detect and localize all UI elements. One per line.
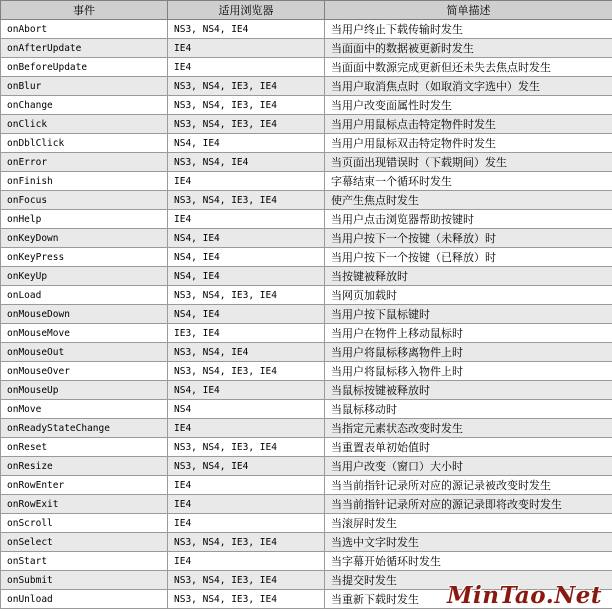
event-name-cell: onMouseUp — [1, 381, 168, 400]
header-browsers: 适用浏览器 — [168, 1, 325, 20]
browser-support-cell: IE4 — [168, 514, 325, 533]
event-name-cell: onMove — [1, 400, 168, 419]
table-row — [1, 552, 612, 571]
table-row — [1, 533, 612, 552]
event-name-cell: onBeforeUpdate — [1, 58, 168, 77]
event-name-cell: onMouseDown — [1, 305, 168, 324]
event-name-cell: onDblClick — [1, 134, 168, 153]
browser-support-cell: IE4 — [168, 419, 325, 438]
table-row — [1, 267, 612, 286]
table-row — [1, 115, 612, 134]
description-cell: 当网页加载时 — [325, 286, 612, 305]
browser-support-cell: NS3, NS4, IE3, IE4 — [168, 571, 325, 590]
description-cell: 当指定元素状态改变时发生 — [325, 419, 612, 438]
table-row — [1, 58, 612, 77]
event-name-cell: onRowEnter — [1, 476, 168, 495]
table-row — [1, 77, 612, 96]
table-row — [1, 495, 612, 514]
table-row — [1, 476, 612, 495]
table-row — [1, 438, 612, 457]
event-name-cell: onResize — [1, 457, 168, 476]
browser-support-cell: NS4 — [168, 400, 325, 419]
browser-support-cell: IE4 — [168, 495, 325, 514]
browser-support-cell: NS3, NS4, IE3, IE4 — [168, 286, 325, 305]
description-cell: 当重新下载时发生 — [325, 590, 612, 609]
description-cell: 当鼠标移动时 — [325, 400, 612, 419]
table-row — [1, 210, 612, 229]
browser-support-cell: NS3, NS4, IE3, IE4 — [168, 362, 325, 381]
event-name-cell: onBlur — [1, 77, 168, 96]
browser-support-cell: NS3, NS4, IE4 — [168, 153, 325, 172]
event-name-cell: onReset — [1, 438, 168, 457]
table-row — [1, 191, 612, 210]
table-row — [1, 96, 612, 115]
event-name-cell: onMouseOut — [1, 343, 168, 362]
event-name-cell: onKeyDown — [1, 229, 168, 248]
description-cell: 当用户改变面属性时发生 — [325, 96, 612, 115]
table-row — [1, 400, 612, 419]
browser-support-cell: NS4, IE4 — [168, 267, 325, 286]
header-event: 事件 — [1, 1, 168, 20]
description-cell: 当用户用鼠标双击特定物件时发生 — [325, 134, 612, 153]
description-cell: 当用户将鼠标移入物件上时 — [325, 362, 612, 381]
table-row — [1, 419, 612, 438]
event-name-cell: onAfterUpdate — [1, 39, 168, 58]
browser-support-cell: NS3, NS4, IE4 — [168, 343, 325, 362]
description-cell: 当用户终止下载传输时发生 — [325, 20, 612, 39]
browser-support-cell: NS3, NS4, IE4 — [168, 20, 325, 39]
header-description: 简单描述 — [325, 1, 612, 20]
browser-support-cell: NS4, IE4 — [168, 229, 325, 248]
table-row — [1, 286, 612, 305]
description-cell: 当用户按下鼠标键时 — [325, 305, 612, 324]
description-cell: 当面面中的数据被更新时发生 — [325, 39, 612, 58]
event-name-cell: onRowExit — [1, 495, 168, 514]
table-row — [1, 134, 612, 153]
description-cell: 当滚屏时发生 — [325, 514, 612, 533]
browser-support-cell: IE4 — [168, 58, 325, 77]
browser-support-cell: IE4 — [168, 552, 325, 571]
table-row — [1, 343, 612, 362]
description-cell: 当重置表单初始值时 — [325, 438, 612, 457]
event-name-cell: onAbort — [1, 20, 168, 39]
browser-support-cell: NS4, IE4 — [168, 134, 325, 153]
event-name-cell: onKeyUp — [1, 267, 168, 286]
description-cell: 当当前指针记录所对应的源记录被改变时发生 — [325, 476, 612, 495]
event-name-cell: onFocus — [1, 191, 168, 210]
browser-support-cell: IE3, IE4 — [168, 324, 325, 343]
event-name-cell: onMouseOver — [1, 362, 168, 381]
browser-support-cell: NS3, NS4, IE4 — [168, 457, 325, 476]
table-row — [1, 153, 612, 172]
browser-support-cell: NS4, IE4 — [168, 305, 325, 324]
description-cell: 当选中文字时发生 — [325, 533, 612, 552]
description-cell: 当用户在物件上移动鼠标时 — [325, 324, 612, 343]
browser-support-cell: IE4 — [168, 172, 325, 191]
table-row — [1, 457, 612, 476]
event-name-cell: onKeyPress — [1, 248, 168, 267]
table-row — [1, 324, 612, 343]
browser-support-cell: NS3, NS4, IE3, IE4 — [168, 533, 325, 552]
event-name-cell: onStart — [1, 552, 168, 571]
event-name-cell: onLoad — [1, 286, 168, 305]
table-row — [1, 248, 612, 267]
browser-support-cell: NS3, NS4, IE3, IE4 — [168, 438, 325, 457]
description-cell: 当鼠标按键被释放时 — [325, 381, 612, 400]
table-row — [1, 20, 612, 39]
browser-support-cell: IE4 — [168, 39, 325, 58]
description-cell: 当当前指针记录所对应的源记录即将改变时发生 — [325, 495, 612, 514]
event-name-cell: onSelect — [1, 533, 168, 552]
description-cell: 当用户按下一个按键（未释放）时 — [325, 229, 612, 248]
browser-support-cell: NS3, NS4, IE3, IE4 — [168, 191, 325, 210]
table-row — [1, 229, 612, 248]
browser-support-cell: IE4 — [168, 210, 325, 229]
table-row — [1, 305, 612, 324]
event-name-cell: onMouseMove — [1, 324, 168, 343]
browser-support-cell: NS3, NS4, IE3, IE4 — [168, 115, 325, 134]
event-name-cell: onReadyStateChange — [1, 419, 168, 438]
table-header-row — [1, 1, 612, 20]
event-name-cell: onScroll — [1, 514, 168, 533]
table-row — [1, 514, 612, 533]
browser-support-cell: NS3, NS4, IE3, IE4 — [168, 96, 325, 115]
description-cell: 当按键被释放时 — [325, 267, 612, 286]
table-row — [1, 381, 612, 400]
description-cell: 当用户改变（窗口）大小时 — [325, 457, 612, 476]
description-cell: 当用户点击浏览器帮助按键时 — [325, 210, 612, 229]
browser-support-cell: NS3, NS4, IE3, IE4 — [168, 77, 325, 96]
event-name-cell: onSubmit — [1, 571, 168, 590]
description-cell: 当用户取消焦点时（如取消文字选中）发生 — [325, 77, 612, 96]
event-name-cell: onUnload — [1, 590, 168, 609]
description-cell: 字幕结束一个循环时发生 — [325, 172, 612, 191]
event-name-cell: onClick — [1, 115, 168, 134]
description-cell: 当字幕开始循环时发生 — [325, 552, 612, 571]
description-cell: 当用户用鼠标点击特定物件时发生 — [325, 115, 612, 134]
description-cell: 当页面出现错误时（下载期间）发生 — [325, 153, 612, 172]
browser-support-cell: NS4, IE4 — [168, 248, 325, 267]
table-row — [1, 39, 612, 58]
browser-support-cell: NS4, IE4 — [168, 381, 325, 400]
event-name-cell: onError — [1, 153, 168, 172]
description-cell: 当提交时发生 — [325, 571, 612, 590]
browser-support-cell: NS3, NS4, IE3, IE4 — [168, 590, 325, 609]
table-row — [1, 172, 612, 191]
event-name-cell: onHelp — [1, 210, 168, 229]
site-watermark: MinTao.Net — [447, 582, 602, 609]
event-name-cell: onChange — [1, 96, 168, 115]
browser-support-cell: IE4 — [168, 476, 325, 495]
table-row — [1, 362, 612, 381]
description-cell: 使产生焦点时发生 — [325, 191, 612, 210]
description-cell: 当面面中数源完成更新但还未失去焦点时发生 — [325, 58, 612, 77]
description-cell: 当用户将鼠标移离物件上时 — [325, 343, 612, 362]
description-cell: 当用户按下一个按键（已释放）时 — [325, 248, 612, 267]
event-name-cell: onFinish — [1, 172, 168, 191]
